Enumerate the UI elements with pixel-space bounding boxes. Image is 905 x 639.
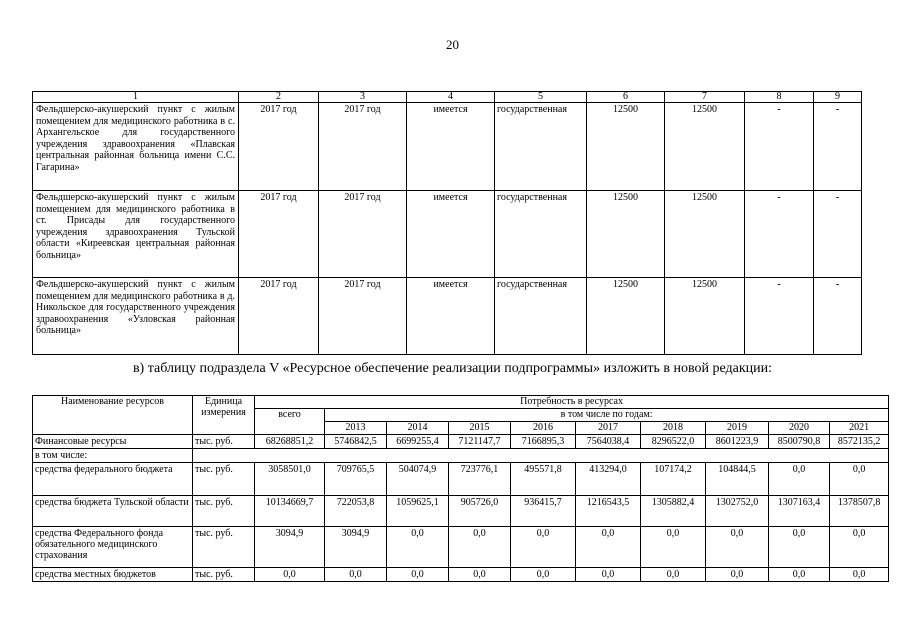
year-value: 104844,5 (706, 463, 769, 496)
facility-name: Фельдшерско-акушерский пункт с жилым помещением для медицинского работника в с. Архангельское для государственного учреждения здравоохранения «Плавская центральная районная больница имени С.С. Гагарина» (33, 103, 239, 191)
ownership-form: государственная (495, 278, 587, 355)
year-value: 413294,0 (576, 463, 641, 496)
year-header: 2013 (325, 422, 387, 435)
year-value: 1059625,1 (387, 496, 449, 527)
cost-value: 12500 (587, 278, 665, 355)
year-value: 6699255,4 (387, 435, 449, 449)
facilities-table (32, 91, 862, 355)
column-number: 2 (239, 92, 319, 103)
unit-cell: тыс. руб. (193, 527, 255, 568)
year-header: 2016 (511, 422, 576, 435)
column-number: 3 (319, 92, 407, 103)
year-value: 0,0 (325, 568, 387, 582)
year-value: 7564038,4 (576, 435, 641, 449)
year-value: 0,0 (387, 527, 449, 568)
column-number: 8 (745, 92, 814, 103)
total-value: 68268851,2 (255, 435, 325, 449)
table-row (33, 435, 889, 449)
start-year: 2017 год (239, 191, 319, 278)
table-header-row (33, 92, 862, 103)
year-value: 709765,5 (325, 463, 387, 496)
year-value: 0,0 (641, 568, 706, 582)
table-row (33, 527, 889, 568)
table-row (33, 103, 862, 191)
year-value: 0,0 (511, 527, 576, 568)
year-value: 1302752,0 (706, 496, 769, 527)
column-number: 1 (33, 92, 239, 103)
resource-name: средства Федерального фонда обязательного медицинского страхования (33, 527, 193, 568)
empty-cell (193, 449, 889, 463)
year-value: 7121147,7 (449, 435, 511, 449)
year-header: 2015 (449, 422, 511, 435)
year-value: 0,0 (830, 527, 889, 568)
year-value: 0,0 (449, 527, 511, 568)
year-value: 723776,1 (449, 463, 511, 496)
ownership-form: государственная (495, 191, 587, 278)
year-value: 8296522,0 (641, 435, 706, 449)
column-number: 7 (665, 92, 745, 103)
year-value: 936415,7 (511, 496, 576, 527)
table-row (33, 568, 889, 582)
total-value: 0,0 (255, 568, 325, 582)
cost-value: 12500 (587, 103, 665, 191)
year-value: 0,0 (830, 463, 889, 496)
total-value: 10134669,7 (255, 496, 325, 527)
table-row (33, 278, 862, 355)
year-value: 1305882,4 (641, 496, 706, 527)
year-value: 1378507,8 (830, 496, 889, 527)
cost-value: 12500 (665, 191, 745, 278)
page-number: 20 (446, 37, 459, 52)
dash-cell: - (745, 103, 814, 191)
year-value: 8601223,9 (706, 435, 769, 449)
table-row (33, 463, 889, 496)
end-year: 2017 год (319, 278, 407, 355)
documentation-status: имеется (407, 191, 495, 278)
column-number: 6 (587, 92, 665, 103)
documentation-status: имеется (407, 278, 495, 355)
dash-cell: - (745, 191, 814, 278)
ownership-form: государственная (495, 103, 587, 191)
resources-name-header: Наименование ресурсов (33, 396, 193, 435)
column-number: 5 (495, 92, 587, 103)
year-value: 0,0 (641, 527, 706, 568)
year-header: 2018 (641, 422, 706, 435)
year-value: 1307163,4 (769, 496, 830, 527)
total-value: 3058501,0 (255, 463, 325, 496)
resource-name: средства федерального бюджета (33, 463, 193, 496)
year-value: 504074,9 (387, 463, 449, 496)
year-value: 0,0 (706, 527, 769, 568)
cost-value: 12500 (587, 191, 665, 278)
year-value: 0,0 (769, 568, 830, 582)
resource-name: в том числе: (33, 449, 193, 463)
unit-cell: тыс. руб. (193, 568, 255, 582)
year-value: 0,0 (769, 527, 830, 568)
table-header-row (33, 396, 889, 409)
year-header: 2020 (769, 422, 830, 435)
column-number: 4 (407, 92, 495, 103)
facility-name: Фельдшерско-акушерский пункт с жилым помещением для медицинского работника в д. Никольское для государственного учреждения здравоохранения «Узловская районная больница» (33, 278, 239, 355)
start-year: 2017 год (239, 103, 319, 191)
resource-name: средства бюджета Тульской области (33, 496, 193, 527)
year-value: 0,0 (576, 527, 641, 568)
year-value: 722053,8 (325, 496, 387, 527)
year-value: 8500790,8 (769, 435, 830, 449)
year-header: 2017 (576, 422, 641, 435)
year-value: 0,0 (830, 568, 889, 582)
section-caption: в) таблицу подраздела V «Ресурсное обеспечение реализации подпрограммы» изложить в новой редакции: (132, 361, 773, 376)
dash-cell: - (814, 278, 862, 355)
year-value: 0,0 (769, 463, 830, 496)
year-value: 0,0 (706, 568, 769, 582)
year-header: 2021 (830, 422, 889, 435)
resource-name: средства местных бюджетов (33, 568, 193, 582)
unit-cell: тыс. руб. (193, 496, 255, 527)
total-header: всего (255, 409, 325, 435)
unit-cell: тыс. руб. (193, 435, 255, 449)
facility-name: Фельдшерско-акушерский пункт с жилым помещением для медицинского работника в ст. Присады для государственного учреждения здравоохранения Тульской области «Киреевская центральная районная больница» (33, 191, 239, 278)
resource-name: Финансовые ресурсы (33, 435, 193, 449)
year-value: 0,0 (576, 568, 641, 582)
by-year-header: в том числе по годам: (325, 409, 889, 422)
year-header: 2019 (706, 422, 769, 435)
cost-value: 12500 (665, 278, 745, 355)
table-row (33, 449, 889, 463)
resource-need-header: Потребность в ресурсах (255, 396, 889, 409)
documentation-status: имеется (407, 103, 495, 191)
dash-cell: - (814, 191, 862, 278)
year-value: 905726,0 (449, 496, 511, 527)
year-value: 5746842,5 (325, 435, 387, 449)
year-value: 3094,9 (325, 527, 387, 568)
unit-header: Единица измерения (193, 396, 255, 435)
dash-cell: - (745, 278, 814, 355)
table-row (33, 191, 862, 278)
unit-cell: тыс. руб. (193, 463, 255, 496)
total-value: 3094,9 (255, 527, 325, 568)
year-header: 2014 (387, 422, 449, 435)
year-value: 8572135,2 (830, 435, 889, 449)
year-value: 0,0 (449, 568, 511, 582)
end-year: 2017 год (319, 191, 407, 278)
year-value: 1216543,5 (576, 496, 641, 527)
column-number: 9 (814, 92, 862, 103)
year-value: 0,0 (387, 568, 449, 582)
table-row (33, 496, 889, 527)
year-value: 7166895,3 (511, 435, 576, 449)
year-value: 107174,2 (641, 463, 706, 496)
year-value: 495571,8 (511, 463, 576, 496)
end-year: 2017 год (319, 103, 407, 191)
resources-table (32, 395, 889, 582)
dash-cell: - (814, 103, 862, 191)
cost-value: 12500 (665, 103, 745, 191)
start-year: 2017 год (239, 278, 319, 355)
year-value: 0,0 (511, 568, 576, 582)
